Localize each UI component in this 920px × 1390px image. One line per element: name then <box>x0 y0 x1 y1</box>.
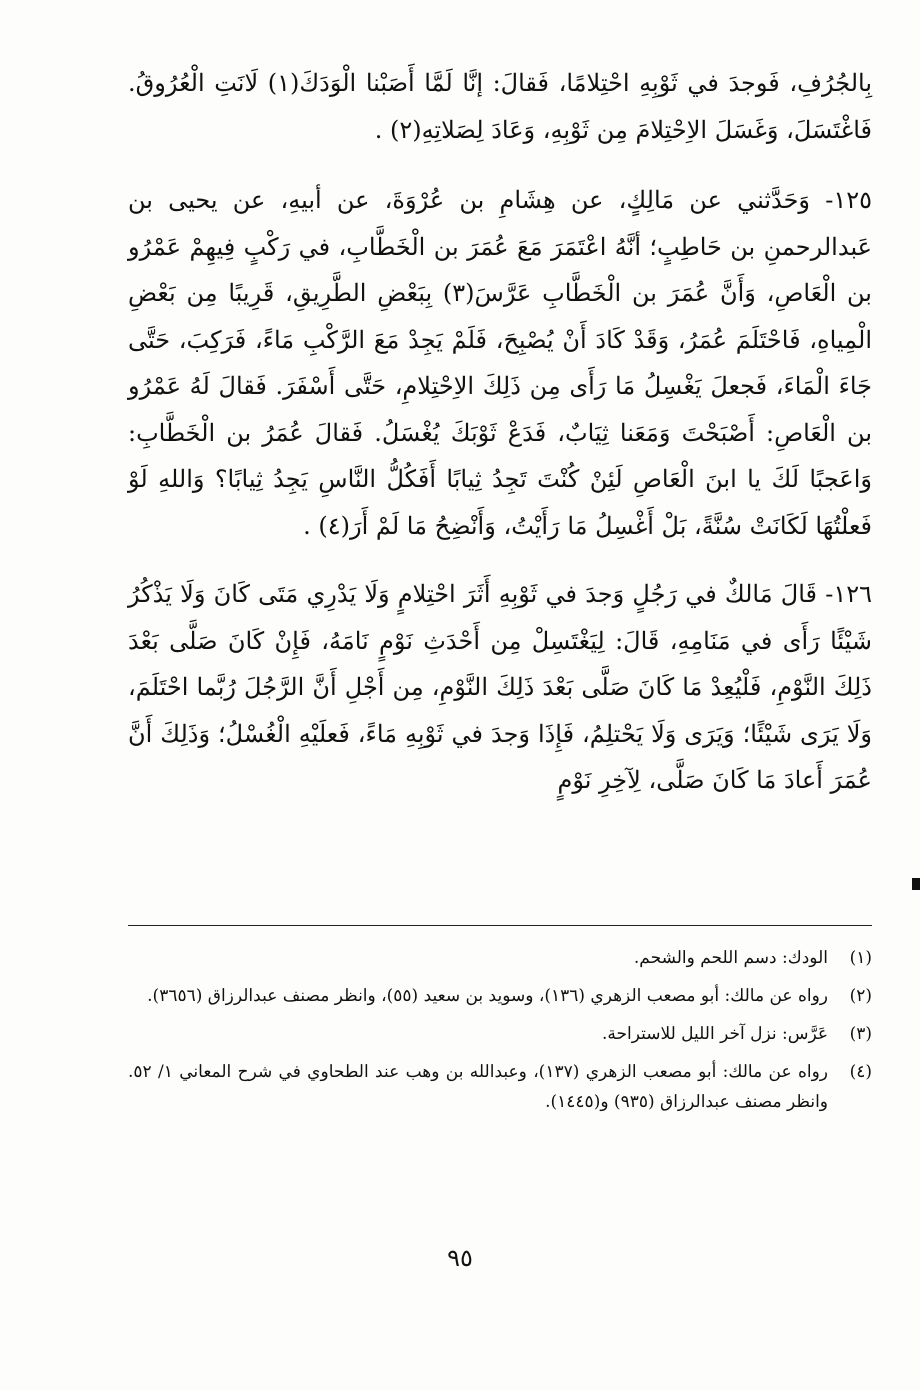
footnote-item <box>128 1019 872 1049</box>
footnote-text: رواه عن مالك: أبو مصعب الزهري (١٣٧)، وعبدالله بن وهب عند الطحاوي في شرح المعاني ١/ ٥٢. وانظر مصنف عبدالرزاق (٩٣٥) و(١٤٤٥). <box>128 1062 828 1112</box>
footnote-number: (٤) <box>849 1062 872 1082</box>
main-text <box>128 60 872 804</box>
footnote-number: (١) <box>849 948 872 968</box>
footnote-divider <box>128 925 872 926</box>
paragraph-126: ١٢٦- قَالَ مَالكٌ في رَجُلٍ وَجدَ في ثَوْبِهِ أَثَرَ احْتِلامٍ وَلَا يَدْرِي مَتَى كَانَ وَلَا يَذْكُرُ شَيْئًا رَأَى في مَنَامِهِ، قَالَ: لِيَغْتَسِلْ مِن أَحْدَثِ نَوْمٍ نَامَهُ، فَإِنْ كَانَ صَلَّى بَعْدَ ذَلِكَ النَّوْمِ، فَلْيُعِدْ مَا كَانَ صَلَّى بَعْدَ ذَلِكَ النَّوْمِ، مِن أَجْلِ أَنَّ الرَّجُلَ رُبَّما احْتَلَمَ، وَلَا يَرَى شَيْئًا؛ وَيَرَى وَلَا يَحْتلِمُ، فَإِذَا وَجدَ في ثَوْبِهِ مَاءً، فَعلَيْهِ الْغُسْلُ؛ وَذَلِكَ أَنَّ عُمَرَ أَعادَ مَا كَانَ صَلَّى، لِآخِرِ نَوْمٍ <box>128 580 872 794</box>
footnote-item <box>128 1057 872 1117</box>
footnote-item <box>128 981 872 1011</box>
footnote-item <box>128 943 872 973</box>
footnotes <box>128 943 872 1125</box>
footnote-text: عَرَّس: نزل آخر الليل للاستراحة. <box>601 1024 828 1044</box>
footnote-text: رواه عن مالك: أبو مصعب الزهري (١٣٦)، وسويد بن سعيد (٥٥)، وانظر مصنف عبدالرزاق (٣٦٥٦). <box>147 986 828 1006</box>
footnote-text: الودك: دسم اللحم والشحم. <box>633 948 828 968</box>
page-number: ٩٥ <box>447 1244 473 1272</box>
footnote-number: (٣) <box>849 1024 872 1044</box>
paragraph-125: ١٢٥- وَحَدَّثني عن مَالِكٍ، عن هِشَامِ بن عُرْوَةَ، عن أبيهِ، عن يحيى بن عَبدالرحمنِ بن حَاطِبٍ؛ أنَّهُ اعْتَمَرَ مَعَ عُمَرَ بن الْخَطَّابِ، في رَكْبٍ فِيهِمْ عَمْرُو بن الْعَاصِ، وَأَنَّ عُمَرَ بن الْخَطَّابِ عَرَّسَ(٣) بِبَعْضِ الطَّرِيقِ، قَرِيبًا مِن بَعْضِ الْمِياهِ، فَاحْتَلَمَ عُمَرُ، وَقَدْ كَادَ أَنْ يُصْبِحَ، فَلَمْ يَجِدْ مَعَ الرَّكْبِ مَاءً، فَرَكِبَ، حَتَّى جَاءَ الْمَاءَ، فَجعلَ يَغْسِلُ مَا رَأَى مِن ذَلِكَ الاِحْتِلامِ، حَتَّى أَسْفَرَ. فَقالَ لَهُ عَمْرُو بن الْعَاصِ: أَصْبَحْتَ وَمَعَنا ثِيَابٌ، فَدَعْ ثَوْبَكَ يُغْسَلُ. فَقالَ عُمَرُ بن الْخَطَّابِ: وَاعَجبًا لَكَ يا ابنَ الْعَاصِ لَئِنْ كُنْتَ تَجِدُ ثِيابًا أَفَكُلُّ النَّاسِ يَجِدُ ثِيابًا؟ وَاللهِ لَوْ فَعلْتُهَا لَكَانَتْ سُنَّةً، بَلْ أَغْسِلُ مَا رَأَيْتُ، وَأَنْضِحُ مَا لَمْ أَرَ(٤) . <box>128 186 873 540</box>
footnote-number: (٢) <box>849 986 872 1006</box>
paragraph-continuation: بِالجُرُفِ، فَوجدَ في ثَوْبِهِ احْتِلامًا، فَقالَ: إنَّا لَمَّا أَصَبْنا الْوَدَكَ(١) لَانَتِ الْعُرُوقُ. فَاغْتَسَلَ، وَغَسَلَ الاِحْتِلامَ مِن ثَوْبِهِ، وَعَادَ لِصَلاتِهِ(٢) . <box>128 69 873 144</box>
scan-edge-mark <box>912 878 920 890</box>
